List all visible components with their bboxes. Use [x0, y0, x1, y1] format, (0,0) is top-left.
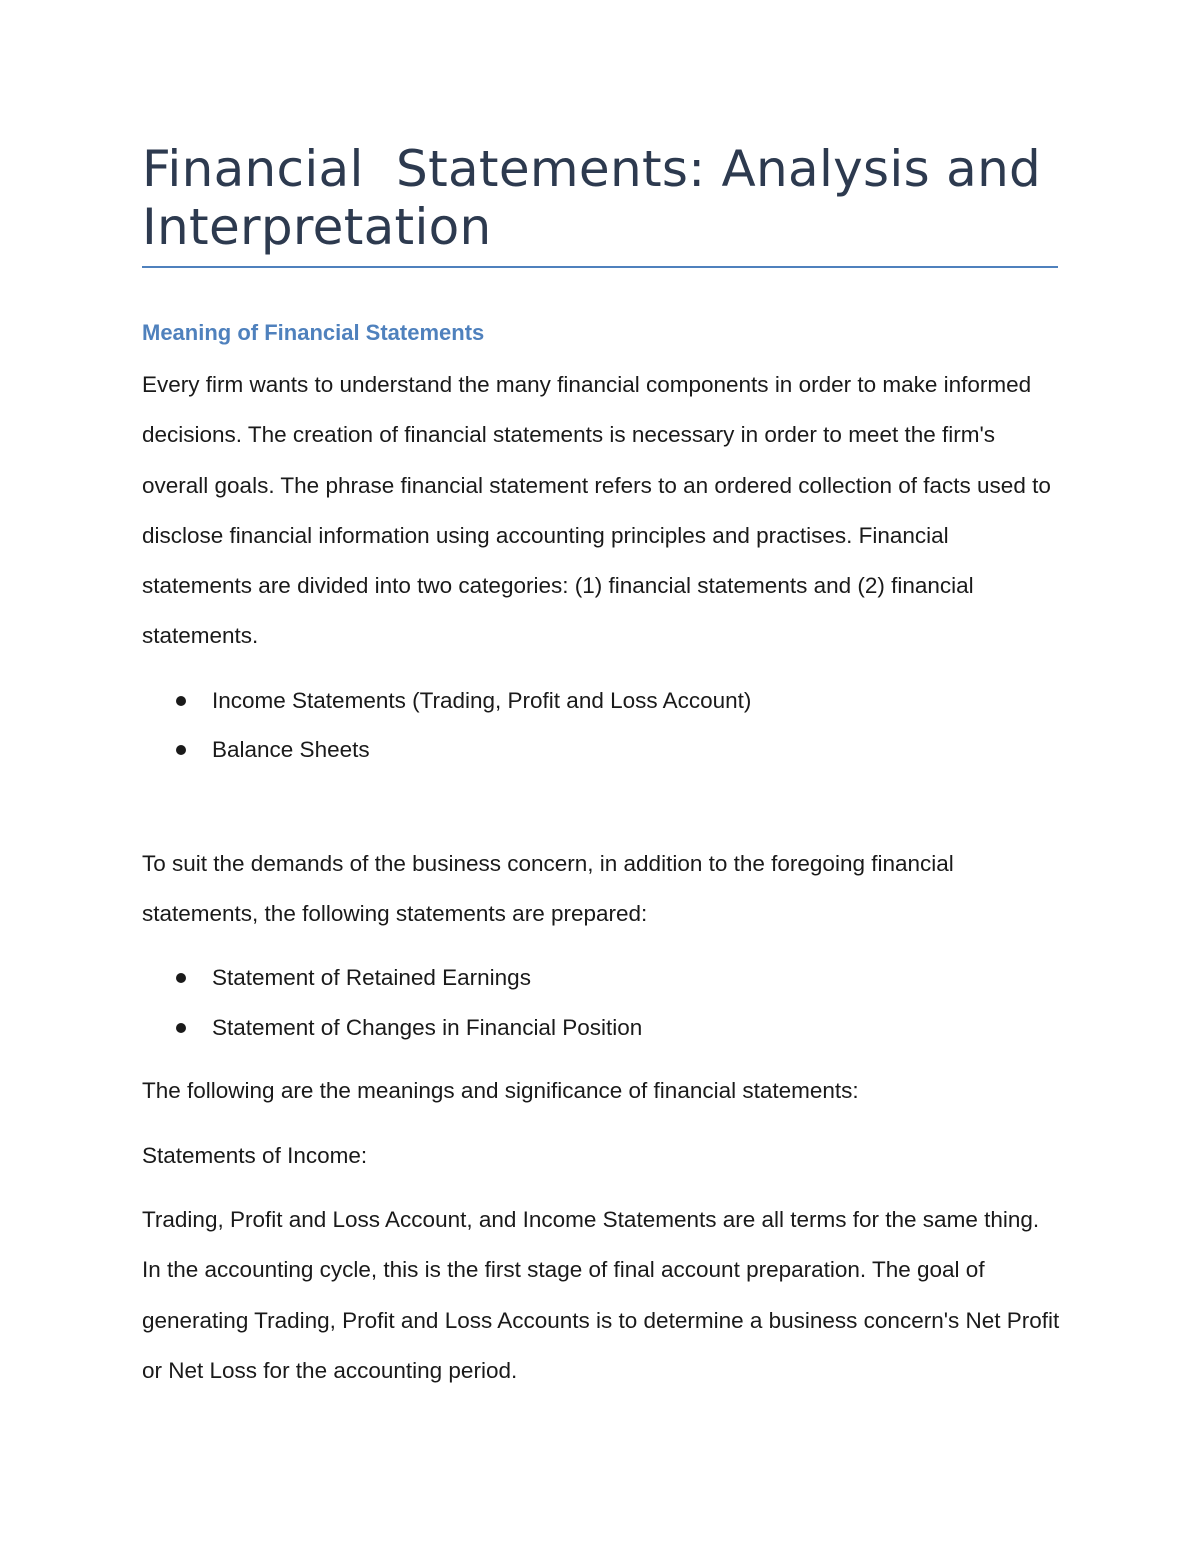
list-item-text: Statement of Changes in Financial Position	[212, 1014, 643, 1040]
spacer	[142, 1052, 1060, 1066]
title-underline	[142, 266, 1058, 268]
bullet-icon	[176, 1023, 186, 1033]
intro-paragraph: Every firm wants to understand the many financial components in order to make informed decisions. The creation of financial statements is necessary in order to meet the firm's overall goals. The phrase financial statement refers to an ordered collection of facts used to disclose financial information using accounting principles and practises. Financial statements are divided into two categories: (1) financial statements and (2) financial statements.	[142, 372, 1051, 649]
spacer	[142, 1117, 1060, 1131]
list-item-text: Statement of Retained Earnings	[212, 965, 531, 991]
document-title: Financial Statements: Analysis and Interpretation	[142, 140, 1058, 256]
paragraph-meanings: The following are the meanings and significance of financial statements:	[142, 1078, 859, 1104]
document-page	[142, 140, 1060, 1396]
paragraph-income-label: Statements of Income:	[142, 1142, 368, 1168]
section-heading: Meaning of Financial Statements	[142, 320, 485, 345]
list-item	[142, 1003, 1060, 1053]
spacer	[142, 775, 1060, 839]
bullet-icon	[176, 745, 186, 755]
list-item-text: Income Statements (Trading, Profit and Loss Account)	[212, 687, 752, 713]
list-item-text: Balance Sheets	[212, 737, 370, 763]
bullet-icon	[176, 973, 186, 983]
list-item	[142, 953, 1060, 1003]
paragraph-income-description: Trading, Profit and Loss Account, and Income Statements are all terms for the same thing. In the accounting cycle, this is the first stage of final account preparation. The goal of generating Trading, Profit and Loss Accounts is to determine a business concern's Net Profit or Net Loss for the accounting period.	[142, 1206, 1060, 1383]
spacer	[142, 1181, 1060, 1195]
list-item	[142, 676, 1060, 726]
bullet-list-statements	[142, 676, 1060, 775]
bullet-list-additional	[142, 953, 1060, 1052]
list-item	[142, 725, 1060, 775]
bullet-icon	[176, 696, 186, 706]
paragraph-additional-statements: To suit the demands of the business concern, in addition to the foregoing financial statements, the following statements are prepared:	[142, 850, 954, 927]
